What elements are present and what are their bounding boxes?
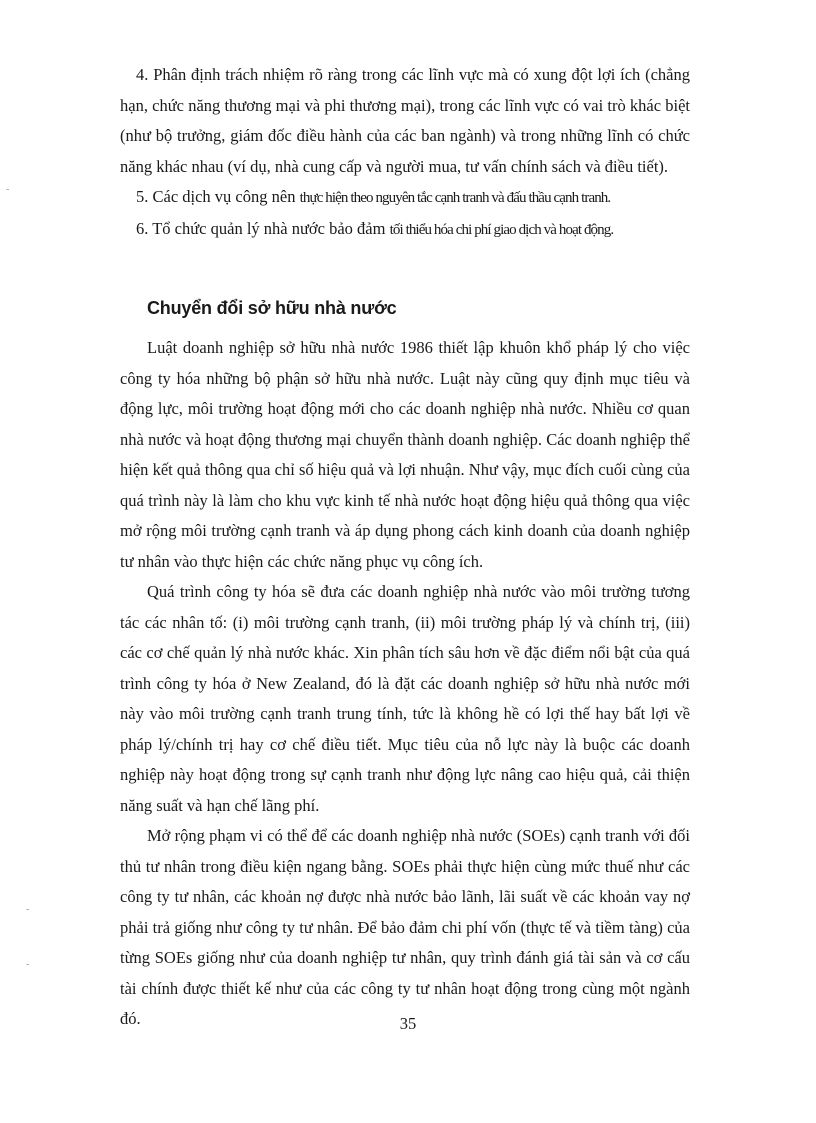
list-number: 5. xyxy=(136,187,149,206)
section-heading: Chuyển đổi sở hữu nhà nước xyxy=(147,298,397,318)
margin-mark: - xyxy=(26,959,30,970)
list-item-6 xyxy=(120,214,690,246)
list-item-5 xyxy=(120,182,690,214)
list-item-text: Phân định trách nhiệm rõ ràng trong các lĩnh vực mà có xung đột lợi ích (chẳng hạn, chức năng thương mại và phi thương mại), trong các lĩnh vực có vai trò khác biệt (như bộ trưởng, giám đốc điều hành của các ban ngành) và trong những lĩnh có chức năng khác nhau (ví dụ, nhà cung cấp và người mua, tư vấn chính sách và điều tiết). xyxy=(120,65,691,176)
section-body xyxy=(120,333,690,1035)
list-item-text-condensed: tối thiểu hóa chi phí giao dịch và hoạt động. xyxy=(389,221,614,238)
list-item-text-condensed: thực hiện theo nguyên tắc cạnh tranh và đấu thầu cạnh tranh. xyxy=(299,190,611,206)
margin-mark: - xyxy=(26,904,30,915)
paragraph: Mở rộng phạm vi có thể để các doanh nghiệp nhà nước (SOEs) cạnh tranh với đối thủ tư nhân trong điều kiện ngang bằng. SOEs phải thực hiện cùng mức thuế như các công ty tư nhân, các khoản nợ được nhà nước bảo lãnh, lãi suất về các khoản vay nợ phải trả giống như công ty tư nhân. Để bảo đảm chi phí vốn (thực tế và tiềm tàng) của từng SOEs giống như của doanh nghiệp tư nhân, quy trình đánh giá tài sản và cơ cấu tài chính được thiết kế như của các công ty tư nhân hoạt động trong cùng một ngành đó. xyxy=(120,826,690,1028)
list-item-text: Các dịch vụ công nên xyxy=(152,187,300,206)
list-item-4 xyxy=(120,60,690,182)
list-item-text: Tổ chức quản lý nhà nước bảo đảm xyxy=(152,218,390,238)
margin-mark: - xyxy=(6,184,10,195)
page-number: 35 xyxy=(399,1014,417,1033)
paragraph: Luật doanh nghiệp sở hữu nhà nước 1986 thiết lập khuôn khổ pháp lý cho việc công ty hóa những bộ phận sở hữu nhà nước. Luật này cũng quy định mục tiêu và động lực, môi trường hoạt động mới cho các doanh nghiệp nhà nước. Nhiều cơ quan nhà nước và hoạt động thương mại chuyển thành doanh nghiệp. Các doanh nghiệp thể hiện kết quả thông qua chỉ số hiệu quả và lợi nhuận. Như vậy, mục đích cuối cùng của quá trình này là làm cho khu vực kinh tế nhà nước hoạt động hiệu quả thông qua việc mở rộng môi trường cạnh tranh và áp dụng phong cách kinh doanh của doanh nghiệp tư nhân vào thực hiện các chức năng phục vụ công ích. xyxy=(120,338,690,571)
paragraph: Quá trình công ty hóa sẽ đưa các doanh nghiệp nhà nước vào môi trường tương tác các nhân tố: (i) môi trường cạnh tranh, (ii) môi trường pháp lý và chính trị, (iii) các cơ chế quản lý nhà nước khác. Xin phân tích sâu hơn về đặc điểm nổi bật của quá trình công ty hóa ở New Zealand, đó là đặt các doanh nghiệp sở hữu nhà nước mới này vào môi trường cạnh tranh trung tính, tức là không hề có lợi thế hay bất lợi về pháp lý/chính trị hay cơ chế điều tiết. Mục tiêu của nỗ lực này là buộc các doanh nghiệp này hoạt động trong sự cạnh tranh như động lực nâng cao hiệu quả, cải thiện năng suất và hạn chế lãng phí. xyxy=(120,582,690,815)
list-number: 4. xyxy=(136,65,149,84)
list-number: 6. xyxy=(136,218,149,238)
numbered-list xyxy=(120,60,690,245)
